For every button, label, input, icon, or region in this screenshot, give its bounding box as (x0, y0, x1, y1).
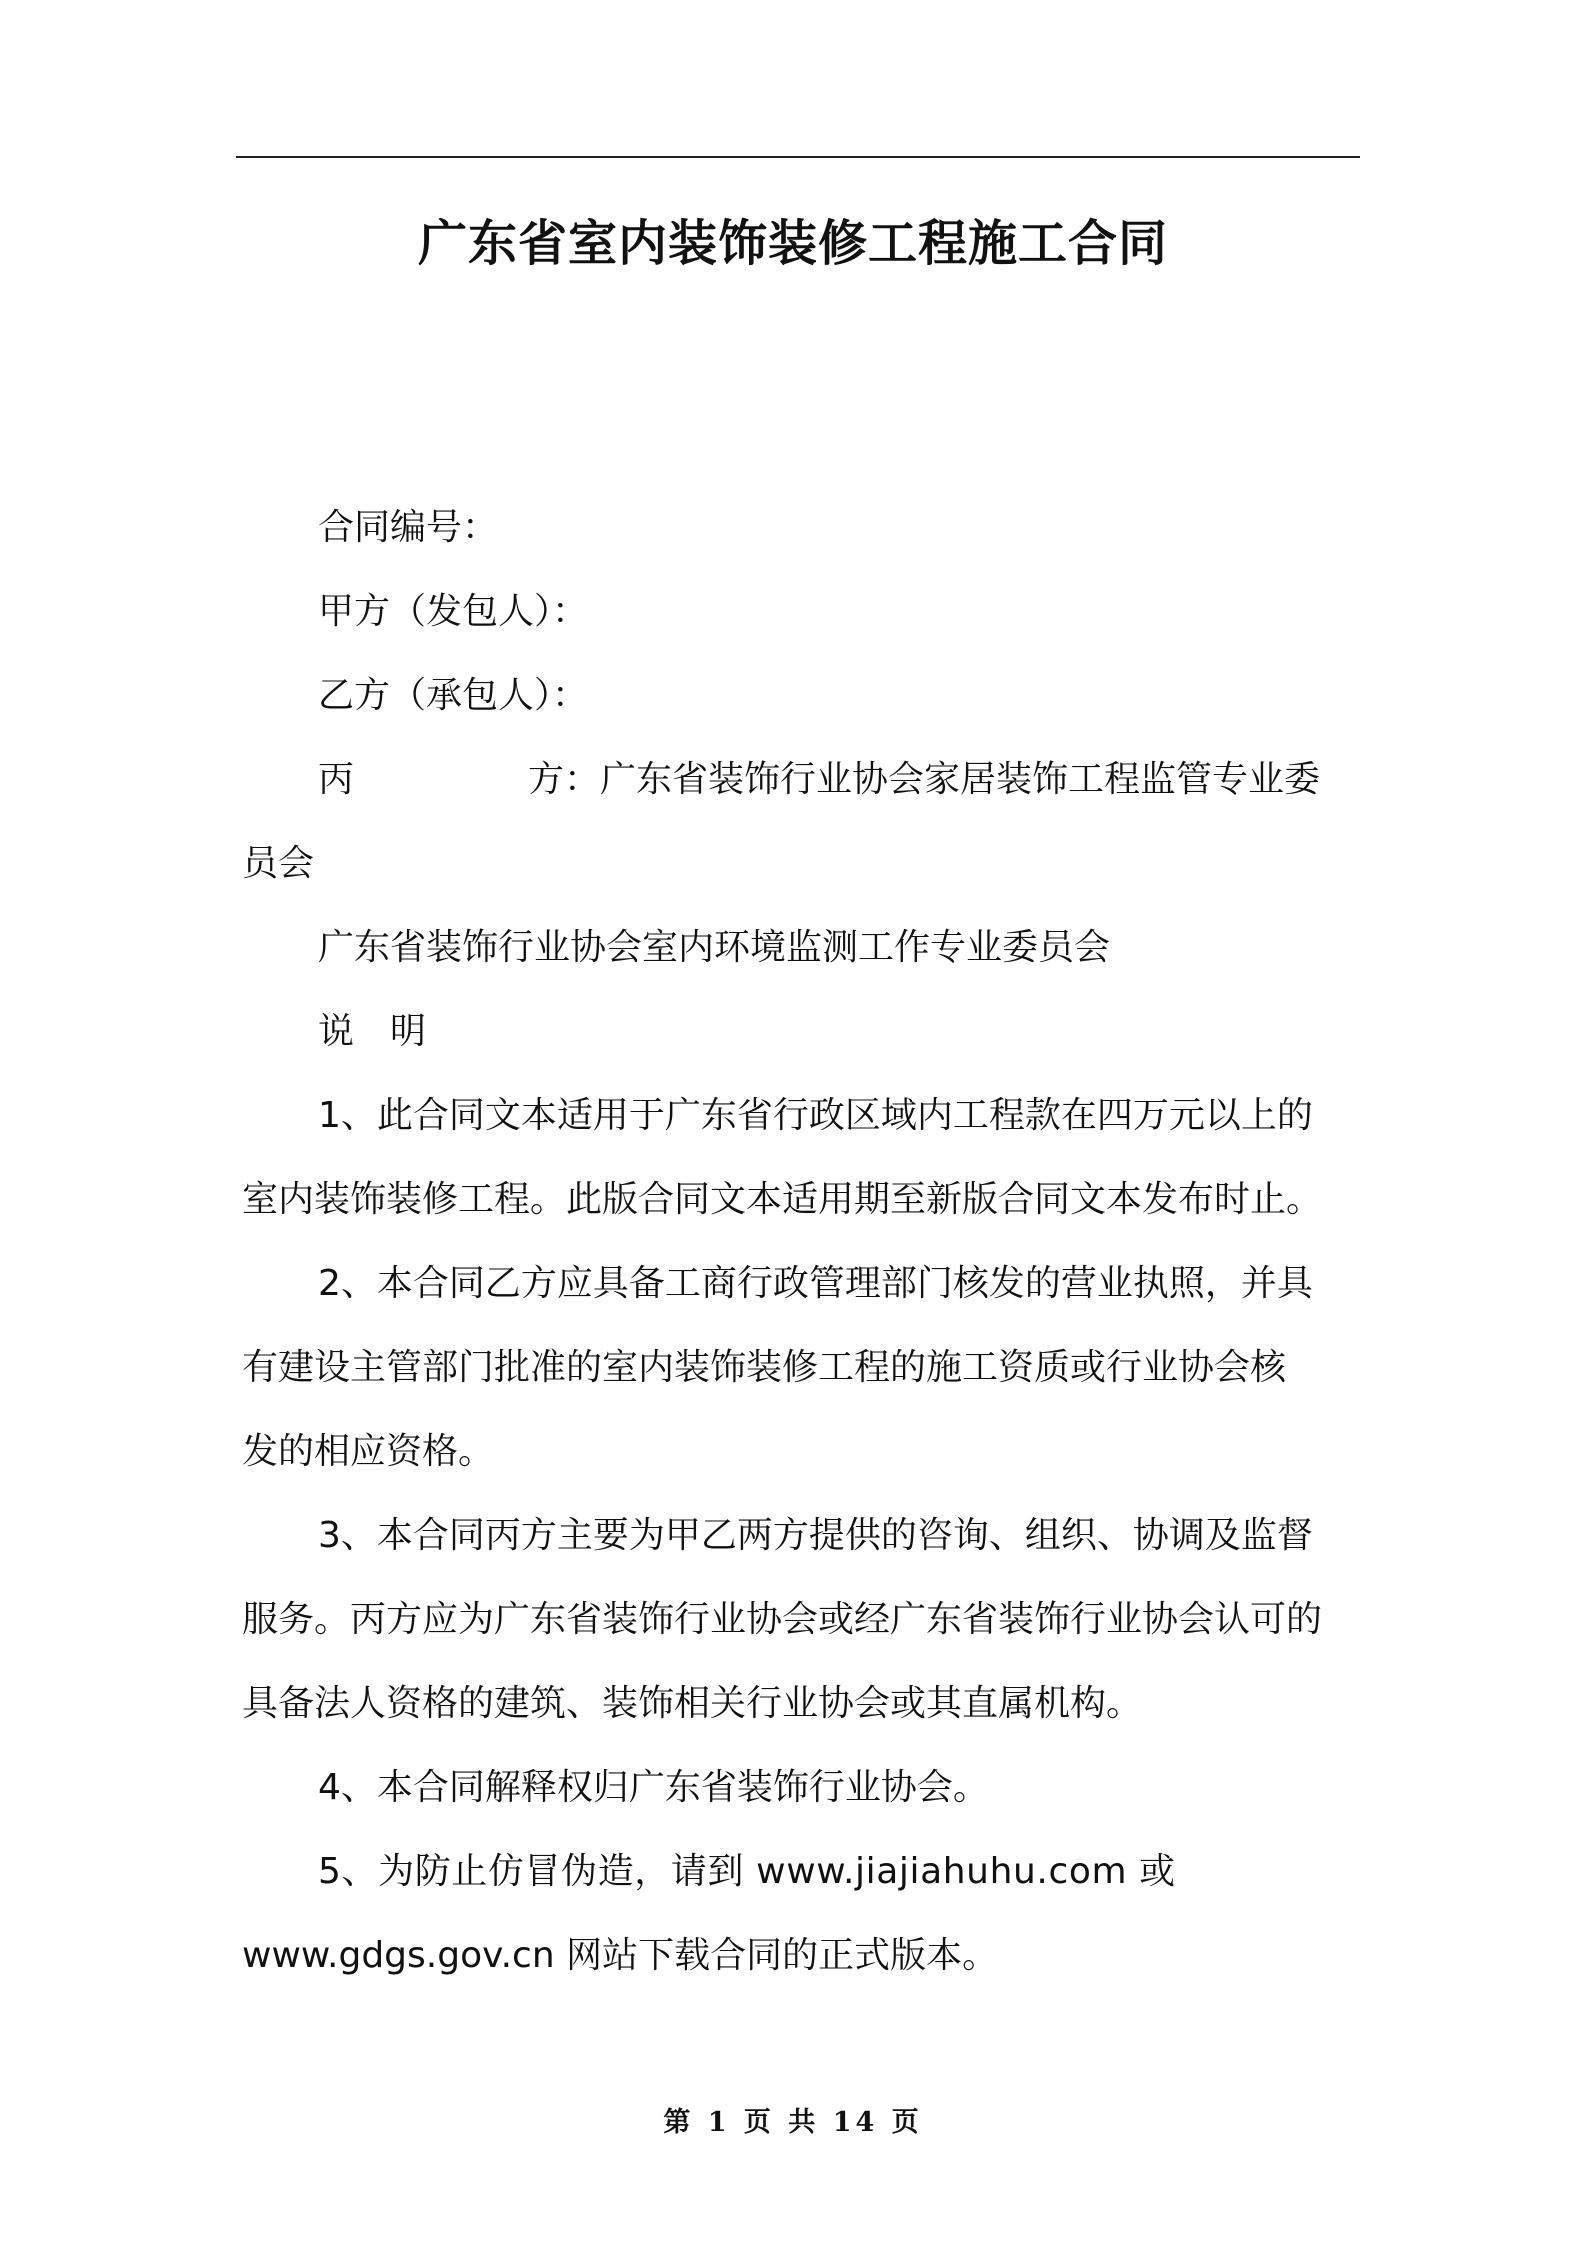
header-rule (236, 156, 1360, 158)
notes-heading: 说 明 (318, 1011, 427, 1052)
document-title: 广东省室内装饰装修工程施工合同 (417, 215, 1168, 272)
note-item-5-line-1: 5、为防止仿冒伪造，请到 www.jiajiahuhu.com 或 (318, 1851, 1176, 1892)
note-item-3-line-2: 服务。丙方应为广东省装饰行业协会或经广东省装饰行业协会认可的 (242, 1599, 1323, 1640)
party-c-label-2: 方： (528, 759, 601, 800)
note-item-2-line-2: 有建设主管部门批准的室内装饰装修工程的施工资质或行业协会核 (242, 1347, 1287, 1388)
party-c-field (242, 738, 1356, 822)
party-b-field: 乙方（承包人）： (318, 675, 589, 716)
note-item-1-line-2: 室内装饰装修工程。此版合同文本适用期至新版合同文本发布时止。 (242, 1179, 1323, 1220)
note-item-2-line-1: 2、本合同乙方应具备工商行政管理部门核发的营业执照，并具 (318, 1263, 1313, 1304)
party-a-field: 甲方（发包人）： (318, 591, 589, 632)
note-item-3-line-3: 具备法人资格的建筑、装饰相关行业协会或其直属机构。 (242, 1683, 1143, 1724)
note-item-5-line-2: www.gdgs.gov.cn 网站下载合同的正式版本。 (242, 1935, 999, 1976)
note-item-3-line-1: 3、本合同丙方主要为甲乙两方提供的咨询、组织、协调及监督 (318, 1515, 1313, 1556)
party-c-value-1: 广东省装饰行业协会家居装饰工程监管专业委 (600, 759, 1321, 800)
note-item-2-line-3: 发的相应资格。 (242, 1431, 495, 1472)
document-body (242, 486, 1356, 1998)
contract-number-field: 合同编号： (318, 507, 499, 548)
note-item-4-line-1: 4、本合同解释权归广东省装饰行业协会。 (318, 1767, 989, 1808)
party-c-value-2: 员会 (242, 843, 315, 884)
party-c-value-3: 广东省装饰行业协会室内环境监测工作专业委员会 (318, 927, 1111, 968)
party-c-label-1: 丙 (318, 759, 355, 800)
note-item-1-line-1: 1、此合同文本适用于广东省行政区域内工程款在四万元以上的 (318, 1095, 1313, 1136)
page-footer: 第 1 页 共 14 页 (663, 2107, 923, 2138)
